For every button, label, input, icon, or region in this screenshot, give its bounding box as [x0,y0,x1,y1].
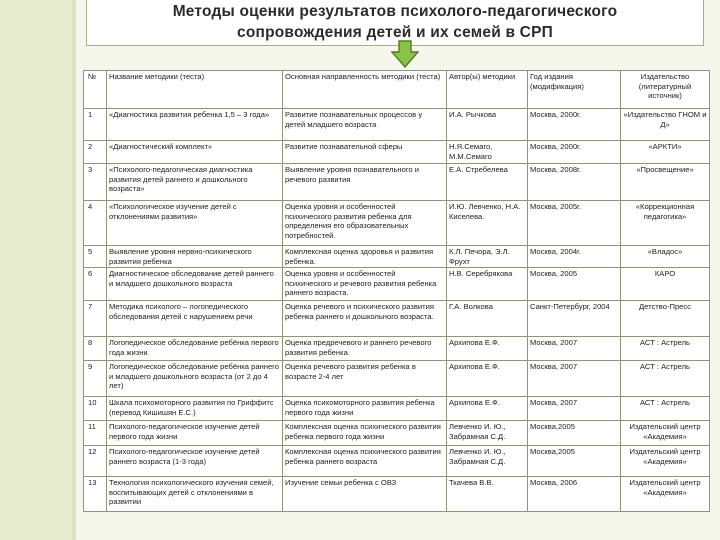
cell-direction: Оценка психомоторного развития ребенка первого года жизни [283,397,447,421]
cell-name: Психолого-педагогическое изучение детей первого года жизни [107,421,283,446]
cell-direction: Комплексная оценка здоровья и развития ребенка. [283,246,447,268]
methods-table [83,70,710,512]
cell-publisher: КАРО [621,268,710,301]
cell-publisher: Издательский центр «Академия» [621,446,710,477]
cell-year: Москва, 2007 [528,337,621,361]
cell-num: 10 [84,397,107,421]
cell-publisher: АСТ : Астрель [621,361,710,397]
table-row [84,164,710,201]
table-header-row [84,71,710,109]
cell-name: «Диагностика развития ребенка 1,5 – 3 года» [107,109,283,141]
cell-name: «Диагностический комплект» [107,141,283,164]
cell-year: Москва, 2000г. [528,109,621,141]
cell-author: К.Л. Печора, Э.Л. Фрухт [447,246,528,268]
cell-direction: Оценка речевого развития ребенка в возрасте 2-4 лет [283,361,447,397]
header-author: Автор(ы) методики [447,71,528,109]
cell-year: Москва,2005 [528,446,621,477]
table-row [84,337,710,361]
cell-author: Г.А. Волкова [447,301,528,337]
cell-direction: Комплексная оценка психического развития ребенка первого года жизни [283,421,447,446]
table-row [84,246,710,268]
cell-publisher: «Коррекционная педагогика» [621,201,710,246]
cell-num: 4 [84,201,107,246]
header-num: № [84,71,107,109]
cell-num: 1 [84,109,107,141]
cell-year: Москва, 2006 [528,477,621,512]
table-row [84,301,710,337]
cell-direction: Развитие познавательной сферы [283,141,447,164]
cell-author: Архипова Е.Ф. [447,337,528,361]
cell-year: Москва, 2005 [528,268,621,301]
cell-name: Технология психологического изучения семей, воспитывающих детей с отклонениями в развитии [107,477,283,512]
cell-name: Шкала психомоторного развития по Гриффитс (перевод Кишишян Е.С.) [107,397,283,421]
cell-num: 2 [84,141,107,164]
cell-num: 9 [84,361,107,397]
cell-year: Москва, 2004г. [528,246,621,268]
cell-name: Психолого-педагогическое изучение детей раннего возраста (1-3 года) [107,446,283,477]
table-row [84,201,710,246]
cell-num: 3 [84,164,107,201]
header-publisher: Издательство (литературный источник) [621,71,710,109]
cell-num: 7 [84,301,107,337]
cell-year: Москва, 2005г. [528,201,621,246]
cell-publisher: Издательский центр «Академия» [621,421,710,446]
cell-direction: Оценка уровня и особенностей психического и речевого развития ребенка раннего возраста. [283,268,447,301]
side-stripe-line [72,0,76,540]
cell-author: Левченко И. Ю., Забрамная С.Д. [447,421,528,446]
cell-name: Логопедическое обследование ребёнка первого года жизни [107,337,283,361]
cell-name: Диагностическое обследование детей раннего и младшего дошкольного возраста [107,268,283,301]
cell-num: 11 [84,421,107,446]
cell-publisher: АСТ : Астрель [621,397,710,421]
down-arrow-icon [390,40,420,68]
cell-direction: Выявление уровня познавательного и речевого развития [283,164,447,201]
table-row [84,141,710,164]
slide-title-line-1: Методы оценки результатов психолого-педагогического [172,3,618,20]
cell-direction: Оценка уровня и особенностей психического развития ребенка для определения его образовательных потребностей. [283,201,447,246]
slide-title-line-2: сопровождения детей и их семей в СРП [237,24,553,41]
table-row [84,477,710,512]
cell-direction: Развитие познавательных процессов у детей младшего возраста [283,109,447,141]
table-row [84,268,710,301]
cell-year: Москва, 2007 [528,397,621,421]
cell-name: «Психологическое изучение детей с отклонениями развития» [107,201,283,246]
header-year: Год издания (модификация) [528,71,621,109]
cell-name: Методика психолого – логопедического обследования детей с нарушением речи [107,301,283,337]
cell-author: Н.В. Серебрякова [447,268,528,301]
cell-direction: Оценка речевого и психического развития ребенка раннего и дошкольного возраста. [283,301,447,337]
table-row [84,397,710,421]
header-direction: Основная направленность методики (теста) [283,71,447,109]
cell-num: 6 [84,268,107,301]
side-stripe [0,0,72,540]
cell-direction: Оценка предречевого и раннего речевого развития ребенка. [283,337,447,361]
cell-author: И.Ю. Левченко, Н.А. Киселева. [447,201,528,246]
cell-publisher: Детство-Пресс [621,301,710,337]
cell-year: Москва, 2007 [528,361,621,397]
cell-author: Ткачева В.В. [447,477,528,512]
cell-num: 13 [84,477,107,512]
cell-author: Левченко И. Ю., Забрамная С.Д. [447,446,528,477]
cell-publisher: Издательский центр «Академия» [621,477,710,512]
cell-year: Москва, 2008г. [528,164,621,201]
cell-direction: Изучение семьи ребенка с ОВЗ [283,477,447,512]
table-row [84,109,710,141]
header-name: Название методики (теста) [107,71,283,109]
cell-num: 5 [84,246,107,268]
cell-publisher: «Просвещение» [621,164,710,201]
cell-author: Е.А. Стребелева [447,164,528,201]
cell-year: Санкт-Петербург, 2004 [528,301,621,337]
cell-name: Выявление уровня нервно-психического развития ребенка [107,246,283,268]
table-row [84,421,710,446]
cell-publisher: «Владос» [621,246,710,268]
cell-author: И.А. Рычкова [447,109,528,141]
cell-author: Архипова Е.Ф. [447,361,528,397]
cell-name: «Психолого-педагогическая диагностика развития детей раннего и дошкольного возраста» [107,164,283,201]
table-row [84,446,710,477]
table-row [84,361,710,397]
cell-author: Архипова Е.Ф. [447,397,528,421]
cell-num: 12 [84,446,107,477]
cell-name: Логопедическое обследование ребёнка раннего и младшего дошкольного возраста (от 2 до 4 лет) [107,361,283,397]
cell-author: Н.Я.Семаго, М.М.Семаго [447,141,528,164]
cell-direction: Комплексная оценка психического развития ребенка раннего возраста [283,446,447,477]
cell-publisher: «Издательство ГНОМ и Д» [621,109,710,141]
cell-publisher: АСТ : Астрель [621,337,710,361]
cell-publisher: «АРКТИ» [621,141,710,164]
cell-year: Москва,2005 [528,421,621,446]
cell-num: 8 [84,337,107,361]
cell-year: Москва, 2000г. [528,141,621,164]
